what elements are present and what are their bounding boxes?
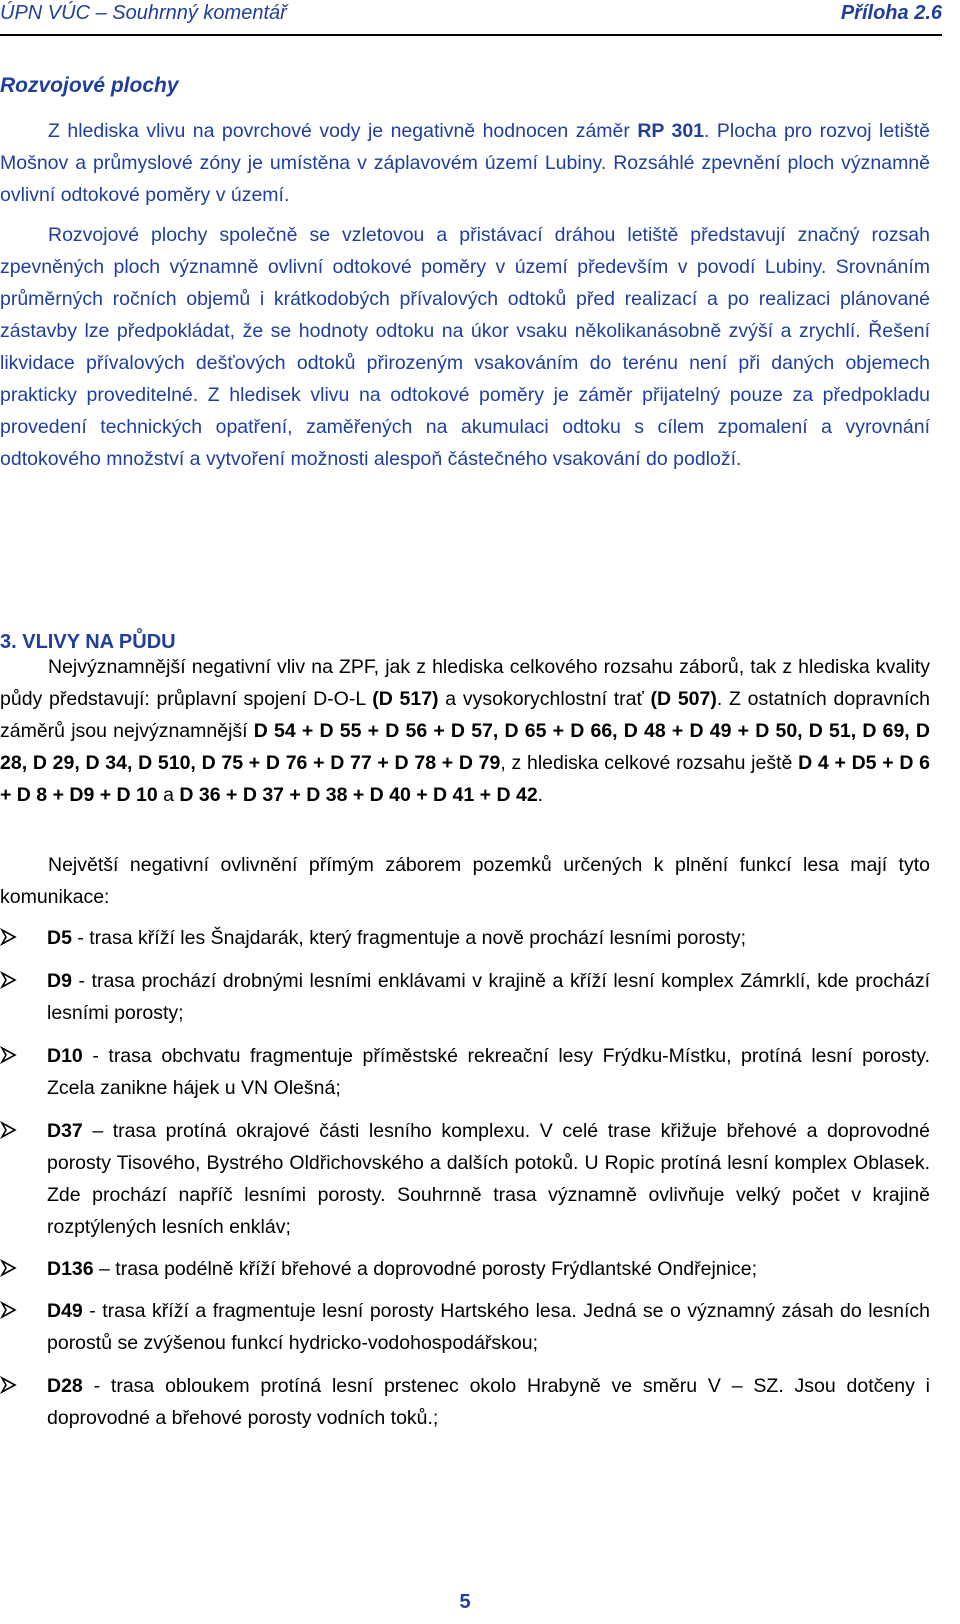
list-item: D49 - trasa kříží a fragmentuje lesní porosty Hartského lesa. Jedná se o významný zásah do lesních porostů se zvýšenou funkcí hydricko-vodohospodářskou; [0,1295,930,1359]
paragraph-forest-intro: Největší negativní ovlivnění přímým záborem pozemků určených k plnění funkcí lesa mají tyto komunikace: [0,854,930,908]
arrow-bullet-icon [0,1046,18,1064]
paragraph-runoff: Rozvojové plochy společně se vzletovou a přistávací dráhou letiště představují značný rozsah zpevněných ploch významně ovlivní odtokové poměry v území především v povodí Lubiny. Srovnáním průměrných ročních objemů i krátkodobých přívalových odtoků před realizací a po realizaci plánované zástavby lze předpokládat, že se hodnoty odtoku na úkor vsaku několikanásobně zvýší a zrychlí. Řešení likvidace přívalových dešťových odtoků přirozeným vsakováním do terénu není při daných objemech prakticky proveditelné. Z hledisek vlivu na odtokové poměry je záměr přijatelný pouze za předpokladu provedení technických opatření, zaměřených na akumulaci odtoku s cílem zpomalení a vyrovnání odtokového množství a vytvoření možnosti alespoň částečného vsakování do podloží. [0,224,930,470]
arrow-bullet-icon [0,1259,18,1277]
list-item: D136 – trasa podélně kříží břehové a doprovodné porosty Frýdlantské Ondřejnice; [0,1253,930,1285]
paragraph-surface-water: Z hlediska vlivu na povrchové vody je negativně hodnocen záměr RP 301. Plocha pro rozvoj letiště Mošnov a průmyslové zóny je umístěna v záplavovém území Lubiny. Rozsáhlé zpevnění ploch významně ovlivní odtokové poměry v území. [0,120,930,206]
page-header [0,0,942,36]
section-title: Rozvojové plochy [0,74,179,97]
arrow-bullet-icon [0,928,18,946]
list-item: D37 – trasa protíná okrajové části lesního komplexu. V celé trase křižuje břehové a doprovodné porosty Tisového, Bystrého Oldřichovského a dalších potoků. U Ropic protíná lesní komplex Oblasek. Zde prochází napříč lesními porosty. Souhrnně trasa významně ovlivňuje velký počet v krajině rozptýlených lesních enkláv; [0,1115,930,1243]
list-item: D5 - trasa kříží les Šnajdarák, který fragmentuje a nově prochází lesními porosty; [0,922,930,954]
arrow-bullet-icon [0,1376,18,1394]
page-number: 5 [459,1591,471,1613]
list-item: D28 - trasa obloukem protíná lesní prstenec okolo Hrabyně ve směru V – SZ. Jsou dotčeny i doprovodné a břehové porosty vodních toků.; [0,1370,930,1434]
list-item: D10 - trasa obchvatu fragmentuje příměstské rekreační lesy Frýdku-Místku, protíná lesní porosty. Zcela zanikne hájek u VN Olešná; [0,1040,930,1104]
arrow-bullet-icon [0,1121,18,1139]
heading-soil-impacts: 3. VLIVY NA PŮDU [0,631,176,653]
highlight-rp301: RP 301 [637,120,705,142]
header-title: ÚPN VÚC – Souhrnný komentář [0,2,287,24]
paragraph-zpf: Nejvýznamnější negativní vliv na ZPF, jak z hlediska celkového rozsahu záborů, tak z hlediska kvality půdy představují: průplavní spojení D-O-L (D 517) a vysokorychlostní trať (D 507). Z ostatních dopravních záměrů jsou nejvýznamnější D 54 + D 55 + D 56 + D 57, D 65 + D 66, D 48 + D 49 + D 50, D 51, D 69, D 28, D 29, D 34, D 510, D 75 + D 76 + D 77 + D 78 + D 79, z hlediska celkové rozsahu ještě D 4 + D5 + D 6 + D 8 + D9 + D 10 a D 36 + D 37 + D 38 + D 40 + D 41 + D 42. [0,656,930,806]
list-item: D9 - trasa prochází drobnými lesními enklávami v krajině a kříží lesní komplex Zámrklí, kde prochází lesními porosty; [0,965,930,1029]
header-attachment: Příloha 2.6 [840,2,942,24]
arrow-bullet-icon [0,971,18,989]
arrow-bullet-icon [0,1301,18,1319]
